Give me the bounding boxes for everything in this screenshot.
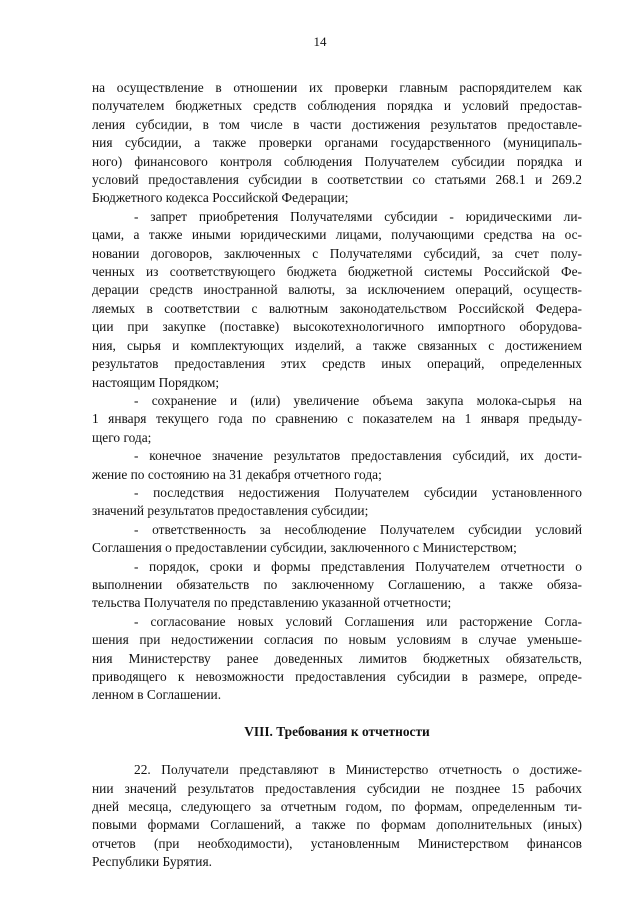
section-heading: VIII. Требования к отчетности [244, 723, 430, 739]
paragraph [92, 761, 582, 871]
text-line: ния субсидии, а также проверки органами государственного (муниципаль- [92, 135, 582, 151]
text-line: цами, а также иными юридическими лицами, получающими средства на ос- [92, 227, 582, 243]
text-line: значений результатов предоставления субсидии; [92, 503, 369, 519]
paragraph [92, 447, 582, 484]
document-body [92, 79, 582, 872]
text-line: - порядок, сроки и формы представления Получателем отчетности о [134, 558, 582, 574]
text-line: - запрет приобретения Получателями субсидии - юридическими ли- [134, 208, 582, 224]
paragraph [92, 613, 582, 705]
paragraph [92, 79, 582, 208]
paragraph [92, 208, 582, 392]
text-line: жение по состоянию на 31 декабря отчетного года; [92, 466, 382, 482]
text-line: - конечное значение результатов предоставления субсидий, их дости- [134, 448, 582, 464]
text-line: результатов предоставления этих средств иных операций, определенных [92, 356, 582, 372]
text-line: настоящим Порядком; [92, 374, 220, 390]
text-line: - последствия недостижения Получателем субсидии установленного [134, 484, 582, 500]
paragraph [92, 521, 582, 558]
text-line: ляемых в соответствии с валютным законодательством Российской Федера- [92, 300, 582, 316]
text-line: ченных из соответствующего бюджета бюджетной системы Российской Фе- [92, 264, 582, 280]
text-line: щего года; [92, 429, 152, 445]
text-line: - согласование новых условий Соглашения или расторжение Согла- [134, 613, 582, 629]
text-line: условий предоставления субсидии в соответствии со статьями 268.1 и 269.2 [92, 172, 582, 188]
text-line: - сохранение и (или) увеличение объема закупа молока-сырья на [134, 392, 582, 408]
text-line: на осуществление в отношении их проверки главным распорядителем как [92, 80, 582, 95]
text-line: Республики Бурятия. [92, 854, 212, 870]
paragraph [92, 484, 582, 521]
text-line: 1 января текущего года по сравнению с показателем на 1 января предыду- [92, 411, 582, 427]
text-line: ления субсидии, в том числе в части достижения результатов предоставле- [92, 116, 582, 132]
text-line: нии значений результатов предоставления субсидии не позднее 15 рабочих [92, 780, 582, 796]
text-line: ния Министерству ранее доведенных лимитов бюджетных обязательств, [92, 650, 582, 666]
paragraphs-before-heading [92, 79, 582, 705]
text-line: 22. Получатели представляют в Министерство отчетность о достиже- [134, 762, 582, 778]
text-line: ции при закупке (поставке) высокотехнологичного импортного оборудова- [92, 319, 582, 335]
text-line: Соглашения о предоставлении субсидии, заключенного с Министерством; [92, 540, 517, 556]
text-line: ленном в Соглашении. [92, 687, 222, 703]
text-line: ного) финансового контроля соблюдения Получателем субсидии порядка и [92, 153, 582, 169]
text-line: повыми формами Соглашений, а также по формам дополнительных (иных) [92, 817, 582, 833]
text-line: тельства Получателя по представлению указанной отчетности; [92, 595, 452, 611]
text-line: выполнении обязательств по заключенному Соглашению, а также обяза- [92, 576, 582, 592]
paragraph [92, 558, 582, 613]
page-number: 14 [313, 34, 327, 49]
paragraph-after-heading [92, 761, 582, 871]
text-line: ния, сырья и комплектующих изделий, а также связанных с достижением [92, 337, 582, 353]
text-line: приводящего к невозможности предоставления субсидии в размере, опреде- [92, 669, 582, 684]
text-line: Бюджетного кодекса Российской Федерации; [92, 190, 349, 206]
text-line: дней месяца, следующего за отчетным годом, по формам, определенным ти- [92, 799, 582, 815]
text-line: отчетов (при необходимости), установленным Министерством финансов [92, 835, 582, 851]
text-line: шения при недостижении согласия по новым условиям в случае уменьше- [92, 632, 582, 648]
text-line: новании договоров, заключенных с Получателями субсидий, за счет полу- [92, 245, 582, 261]
paragraph [92, 392, 582, 447]
text-line: - ответственность за несоблюдение Получателем субсидии условий [134, 521, 582, 537]
text-line: получателем бюджетных средств соблюдения порядка и условий предостав- [92, 98, 582, 114]
text-line: дерации средств иностранной валюты, за исключением операций, осуществ- [92, 282, 582, 298]
